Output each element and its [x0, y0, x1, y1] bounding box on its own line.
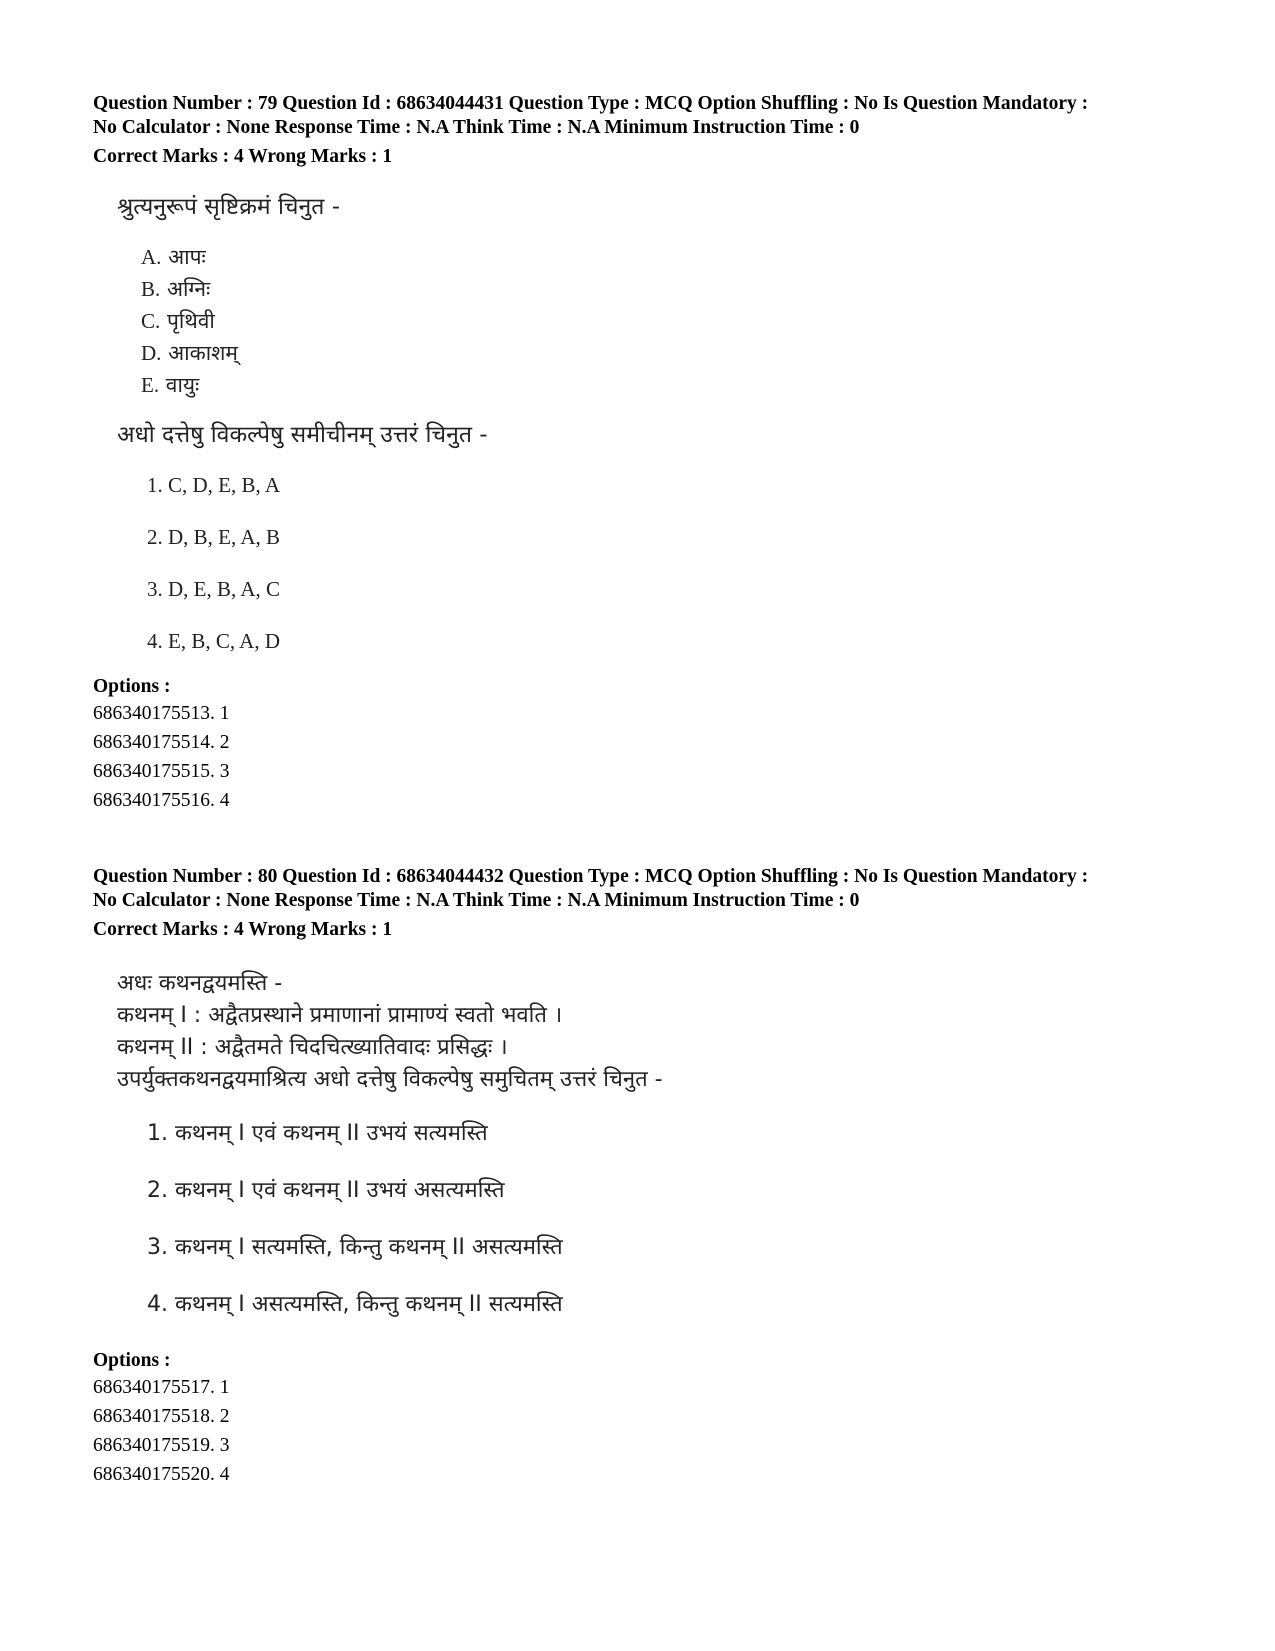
- question-79: [93, 92, 1203, 815]
- option-item: 686340175520. 4: [93, 1464, 230, 1485]
- option-item: 686340175516. 4: [93, 790, 230, 811]
- option-item: 686340175518. 2: [93, 1406, 230, 1427]
- question-body: [117, 191, 1203, 665]
- meta-line: Question Number : 80 Question Id : 68634044432 Question Type : MCQ Option Shuffling : No Is Question Mandatory :: [93, 866, 1089, 887]
- question-80: [93, 865, 1203, 1489]
- choice-item: 4. E, B, C, A, D: [147, 629, 281, 653]
- choice-list: [147, 1118, 1203, 1333]
- stem-line: उपर्युक्तकथनद्वयमाश्रित्य अधो दत्तेषु विकल्पेषु समुचितम् उत्तरं चिनुत -: [117, 1067, 663, 1092]
- meta-line: No Calculator : None Response Time : N.A Think Time : N.A Minimum Instruction Time : 0: [93, 117, 860, 138]
- choice-item: 2. D, B, E, A, B: [147, 525, 281, 549]
- instruction-text: अधो दत्तेषु विकल्पेषु समीचीनम् उत्तरं चिनुत -: [117, 422, 488, 448]
- option-item: 686340175517. 1: [93, 1377, 230, 1398]
- stem-line: कथनम् II : अद्वैतमते चिदचित्ख्यातिवादः प्रसिद्धः ।: [117, 1035, 508, 1060]
- question-body: [117, 968, 1203, 1333]
- choice-item: 3. D, E, B, A, C: [147, 577, 281, 601]
- stem-line: अधः कथनद्वयमस्ति -: [117, 971, 283, 996]
- marks-line: Correct Marks : 4 Wrong Marks : 1: [93, 919, 393, 940]
- list-item: E. वायुः: [141, 373, 200, 397]
- stem-line: कथनम् I : अद्वैतप्रस्थाने प्रमाणानां प्रामाण्यं स्वतो भवति ।: [117, 1003, 563, 1028]
- question-meta: [93, 865, 1203, 913]
- options-title: Options :: [93, 1350, 171, 1371]
- list-item: D. आकाशम्: [141, 341, 238, 365]
- question-meta: [93, 92, 1203, 140]
- list-item: A. आपः: [141, 245, 206, 269]
- option-item: 686340175515. 3: [93, 761, 230, 782]
- list-item: C. पृथिवी: [141, 309, 215, 333]
- marks-line: Correct Marks : 4 Wrong Marks : 1: [93, 146, 393, 167]
- option-item: 686340175514. 2: [93, 732, 230, 753]
- option-item: 686340175513. 1: [93, 703, 230, 724]
- choice-item: 1. कथनम् I एवं कथनम् II उभयं सत्यमस्ति: [147, 1121, 488, 1146]
- choice-item: 2. कथनम् I एवं कथनम् II उभयं असत्यमस्ति: [147, 1178, 505, 1203]
- options-title: Options :: [93, 676, 171, 697]
- choice-item: 3. कथनम् I सत्यमस्ति, किन्तु कथनम् II असत्यमस्ति: [147, 1235, 563, 1260]
- choice-list: [147, 469, 1203, 665]
- options-list: [93, 699, 1203, 815]
- item-list: [141, 241, 1203, 401]
- meta-line: Question Number : 79 Question Id : 68634044431 Question Type : MCQ Option Shuffling : No Is Question Mandatory :: [93, 93, 1089, 114]
- meta-line: No Calculator : None Response Time : N.A Think Time : N.A Minimum Instruction Time : 0: [93, 890, 860, 911]
- option-item: 686340175519. 3: [93, 1435, 230, 1456]
- choice-item: 1. C, D, E, B, A: [147, 473, 281, 497]
- question-stem: श्रुत्यनुरूपं सृष्टिक्रमं चिनुत -: [117, 194, 341, 220]
- list-item: B. अग्निः: [141, 277, 211, 301]
- options-list: [93, 1373, 1203, 1489]
- choice-item: 4. कथनम् I असत्यमस्ति, किन्तु कथनम् II सत्यमस्ति: [147, 1292, 563, 1317]
